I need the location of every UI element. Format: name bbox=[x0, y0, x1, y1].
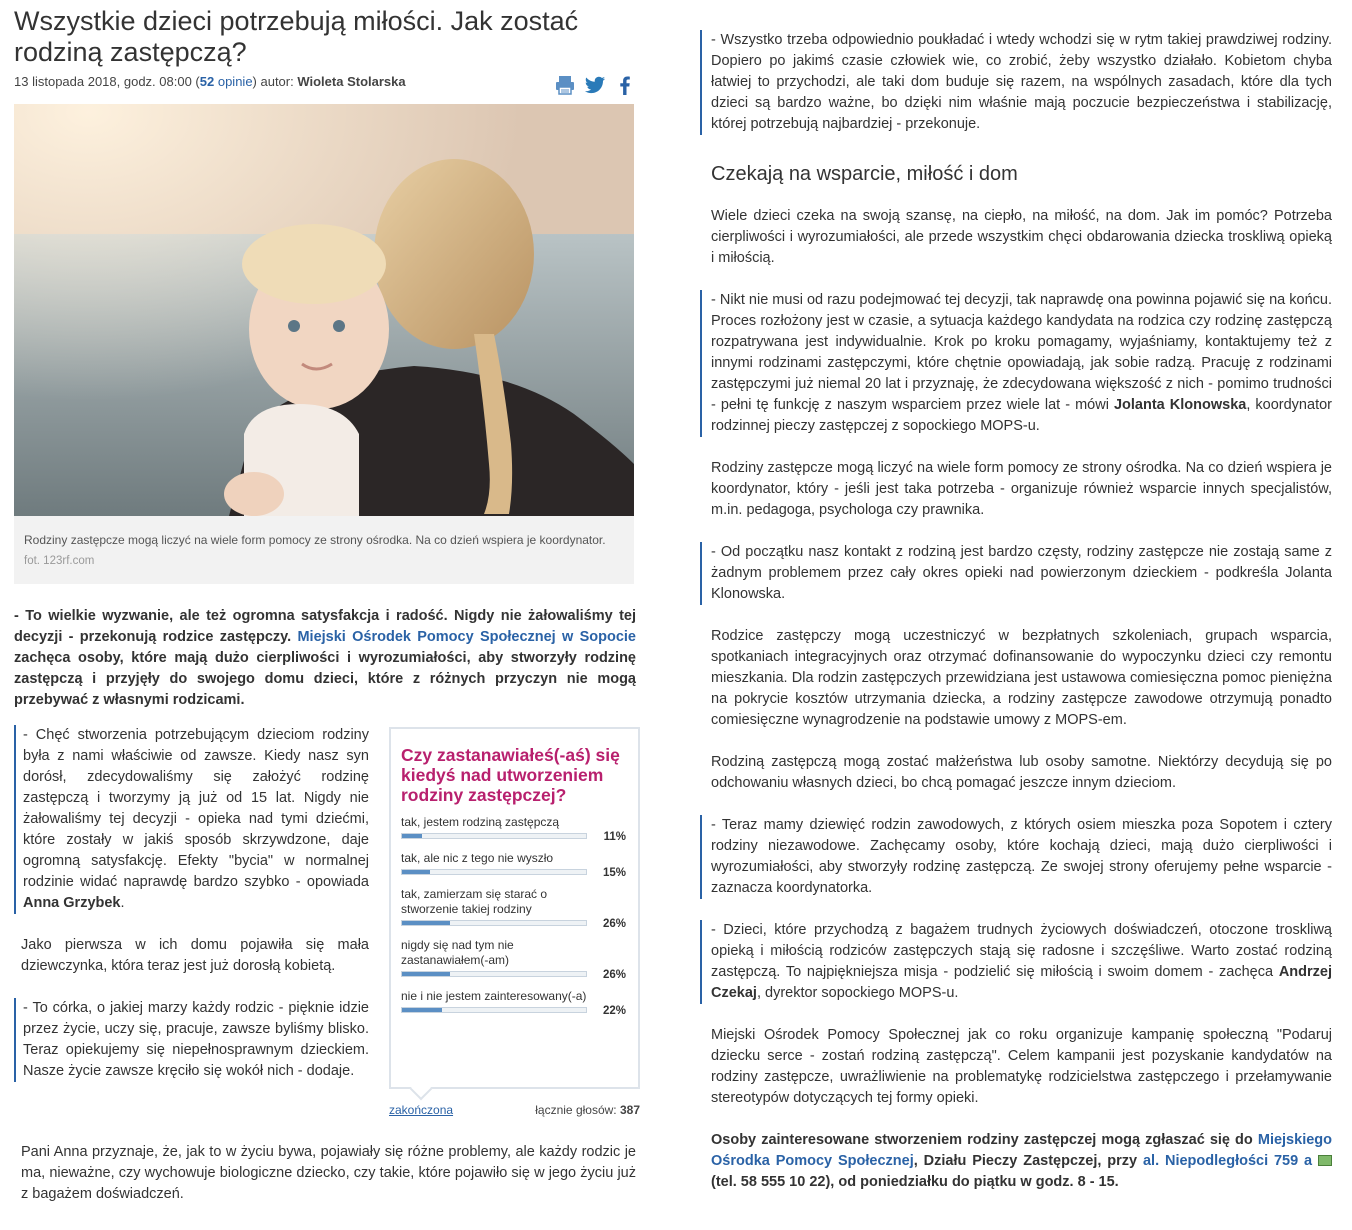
poll-option-fill bbox=[402, 870, 430, 874]
quote-author: Andrzej Czekaj bbox=[711, 964, 1332, 1001]
poll-option-label: tak, jestem rodziną zastępczą bbox=[401, 815, 560, 829]
quote-text: - Dzieci, które przychodzą z bagażem trudnych życiowych doświadczeń, otoczone troskliwą opieką i miłością rodziców zastępczych stają się radosne i szczęśliwe. Warto zostać rodziną zastępczą. To najpiękniejsza misja - podzielić się miłością i swoim domem - zachęca bbox=[711, 922, 1332, 980]
poll-option-bar bbox=[401, 833, 587, 839]
article-title: Wszystkie dzieci potrzebują miłości. Jak zostać rodziną zastępczą? bbox=[14, 6, 579, 67]
photo-credit: fot. 123rf.com bbox=[24, 555, 95, 567]
article-lead bbox=[14, 606, 636, 711]
poll-status-link[interactable]: zakończona bbox=[389, 1103, 454, 1117]
comments-count: 52 bbox=[199, 74, 215, 89]
quote-coordinator: - Teraz mamy dziewięć rodzin zawodowych, z których osiem mieszka poza Sopotem i cztery rodziny niezawodowe. Zachęcamy osoby, które kochają dzieci, mają dużo cierpliwości i wyrozumiałości, aby stworzyły rodzinę zastępczą. Ze swojej strony oferujemy pełne wsparcie - zaznacza koordynatorka. bbox=[700, 815, 1332, 899]
mops-link[interactable]: Miejski Ośrodek Pomocy Społecznej w Sopocie bbox=[297, 629, 636, 645]
paragraph-who-can: Rodziną zastępczą mogą zostać małżeństwa lub osoby samotne. Niektórzy decydują się po odchowaniu własnych dzieci, bo chcą pomagać jeszcze innym dzieciom. bbox=[711, 754, 1332, 791]
poll-option-label: tak, zamierzam się starać o stworzenie takiej rodziny bbox=[401, 887, 548, 916]
poll-option-percent: 15% bbox=[602, 867, 626, 879]
quote-klonowska-1 bbox=[700, 290, 1332, 437]
twitter-icon[interactable] bbox=[584, 74, 606, 96]
paragraph-contact bbox=[700, 1130, 1332, 1193]
quote-end: . bbox=[120, 895, 125, 911]
left-column bbox=[14, 0, 640, 1117]
print-icon[interactable] bbox=[554, 74, 576, 96]
paragraph-help-forms: Rodziny zastępcze mogą liczyć na wiele form pomocy ze strony ośrodka. Na co dzień wspiera je koordynator, który - jeśli jest taka potrzeba - organizuje również wsparcie innych specjalistów, m.in. pedagoga, psychologa czy prawnika. bbox=[711, 460, 1332, 518]
poll-box bbox=[389, 727, 640, 1089]
poll-option-percent: 26% bbox=[602, 969, 626, 981]
section-heading: Czekają na wsparcie, miłość i dom bbox=[711, 163, 1018, 185]
author-name: Wioleta Stolarska bbox=[297, 74, 406, 89]
quote-rhythm: - Wszystko trzeba odpowiednio poukładać i wtedy wchodzi się w rytm takiej prawdziwej rodziny. Dopiero po jakimś czasie człowiek wie, co zrobić, żeby wszystko działało. Kobietom chyba łatwiej to przychodzi, ale taki dom buduje się razem, na wspólnych zasadach, które dla tych dzieci są bardzo ważne, bo dzięki nim właśnie mają poczucie bezpieczeństwa i stabilizację, której potrzebują najbardziej - przekonuje. bbox=[700, 30, 1332, 135]
contact-text-1: Osoby zainteresowane stworzeniem rodziny zastępczej mogą zgłaszać się do bbox=[711, 1132, 1258, 1148]
photo-caption-box bbox=[14, 516, 634, 584]
paragraph-campaign: Miejski Ośrodek Pomocy Społecznej jak co roku organizuje kampanię społeczną "Podaruj dziecku serce - zostań rodziną zastępczą". Celem kampanii jest pozyskanie kandydatów na rodziny zastępcze, uwrażliwienie na problematykę rodzicielstwa zastępczego i przełamywanie stereotypów dotyczących tej formy opieki. bbox=[711, 1027, 1332, 1106]
paragraph-first-child: Jako pierwsza w ich domu pojawiła się mała dziewczynka, która teraz jest już dorosłą kobietą. bbox=[21, 937, 369, 974]
photo-caption: Rodziny zastępcze mogą liczyć na wiele form pomocy ze strony ośrodka. Na co dzień wspiera je koordynator. bbox=[24, 533, 606, 547]
quote-author: Jolanta Klonowska bbox=[1113, 397, 1247, 413]
poll-option-fill bbox=[402, 834, 422, 838]
poll-option bbox=[401, 989, 628, 1017]
author-prefix: ) autor: bbox=[252, 74, 298, 89]
poll-option-percent: 11% bbox=[603, 831, 626, 843]
poll-options bbox=[401, 815, 628, 1017]
photo-illustration bbox=[14, 104, 634, 516]
poll-option bbox=[401, 815, 628, 843]
quote-text: - Nikt nie musi od razu podejmować tej decyzji, tak naprawdę ona powinna pojawić się na końcu. Proces rozłożony jest w czasie, a sytuacja każdego kandydata na rodzica czy rodzinę zastępczą rozpatrywana jest indywidualnie. Krok po kroku pomagamy, wyjaśniamy, kontaktujemy też z innymi rodzinami zastępczymi, które chętnie opowiadają, jak sobie radzą. Pracuję z rodzinami zastępczymi już niemal 20 lat i przyznaję, że zdecydowana większość z nich - pomimo trudności - pełni tę funkcję z naszym wsparciem przez wiele lat - mówi bbox=[711, 292, 1332, 413]
quote-klonowska-2: - Od początku nasz kontakt z rodziną jest bardzo częsty, rodziny zastępcze nie zostają same z żadnym problemem przez cały okres opieki nad powierzonym dzieckiem - podkreśla Jolanta Klonowska. bbox=[700, 542, 1332, 605]
facebook-icon[interactable] bbox=[614, 74, 636, 96]
poll-option-fill bbox=[402, 921, 450, 925]
poll-option-label: nie i nie jestem zainteresowany(-a) bbox=[401, 989, 587, 1003]
poll-option-bar bbox=[401, 971, 587, 977]
poll-option bbox=[401, 887, 628, 930]
quote-anna-1 bbox=[14, 725, 369, 914]
share-bar bbox=[554, 74, 636, 96]
article-meta bbox=[14, 74, 636, 100]
poll-total-label: łącznie głosów: bbox=[535, 1103, 620, 1117]
poll-question: Czy zastanawiałeś(-aś) się kiedyś nad utworzeniem rodziny zastępczej? bbox=[401, 745, 620, 805]
poll-total-value: 387 bbox=[619, 1103, 640, 1117]
paragraph-waiting: Wiele dzieci czeka na swoją szansę, na ciepło, na miłość, na dom. Jak im pomóc? Potrzeba cierpliwości i wyrozumiałości, ale przede wszystkim chęci obdarowania dziecka troskliwą opieką i miłością. bbox=[711, 208, 1332, 266]
poll-option-bar bbox=[401, 869, 587, 875]
article-date: 13 listopada 2018, godz. 08:00 ( bbox=[14, 74, 200, 89]
quote-anna-2: - To córka, o jakiej marzy każdy rodzic - pięknie idzie przez życie, uczy się, pracuje, zawsze byliśmy blisko. Teraz opiekujemy się niepełnosprawnym dzieckiem. Nasze życie zawsze kręciło się wokół nich - dodaje. bbox=[14, 998, 369, 1082]
poll-option bbox=[401, 938, 628, 981]
right-column bbox=[700, 0, 1332, 1193]
poll-option-label: nigdy się nad tym nie zastanawiałem(-am) bbox=[401, 938, 514, 967]
contact-text-3: (tel. 58 555 10 22), od poniedziałku do piątku w godz. 8 - 15. bbox=[711, 1174, 1119, 1190]
left-body bbox=[14, 725, 640, 1117]
poll-option-percent: 22% bbox=[602, 1005, 626, 1017]
paragraph-benefits: Rodzice zastępczy mogą uczestniczyć w bezpłatnych szkoleniach, grupach wsparcia, spotkaniach integracyjnych oraz otrzymać dofinansowanie do wypoczynku dzieci czy remontu mieszkania. Dla rodzin zastępczych przewidziana jest ustawowa comiesięczna pomoc pieniężna na pokrycie kosztów utrzymania dziecka, a rodziny zastępcze zawodowe otrzymują ponadto comiesięczne wynagrodzenie na podstawie umowy z MOPS-em. bbox=[711, 628, 1332, 728]
quote-end: , koordynator rodzinnej pieczy zastępczej z sopockiego MOPS-u. bbox=[711, 397, 1332, 434]
poll-option bbox=[401, 851, 628, 879]
quote-czekaj bbox=[700, 920, 1332, 1004]
poll-option-percent: 26% bbox=[602, 918, 626, 930]
quote-author: Anna Grzybek bbox=[23, 895, 121, 911]
poll-option-label: tak, ale nic z tego nie wyszło bbox=[401, 851, 554, 865]
poll-option-bar bbox=[401, 1007, 587, 1013]
contact-text-2: , Działu Pieczy Zastępczej, przy bbox=[913, 1153, 1143, 1169]
address-link[interactable]: al. Niepodległości 759 a bbox=[1142, 1153, 1313, 1169]
mops-contact-link[interactable]: Miejskiego Ośrodka Pomocy Społecznej bbox=[711, 1132, 1332, 1169]
lead-text-1: - To wielkie wyzwanie, ale też ogromna satysfakcja i radość. Nigdy nie żałowaliśmy tej decyzji - przekonują rodzice zastępczy. bbox=[14, 608, 636, 645]
poll-option-fill bbox=[402, 972, 450, 976]
poll-total bbox=[535, 1103, 640, 1117]
poll-tail bbox=[410, 1078, 433, 1101]
lead-text-2: zachęca osoby, które mają dużo cierpliwości i wyrozumiałości, aby stworzyły rodzinę zastępczą i przyjęły do swojego domu dzieci, które z różnych przyczyn nie mogą przebywać z własnymi rodzicami. bbox=[14, 650, 636, 708]
quote-end: , dyrektor sopockiego MOPS-u. bbox=[756, 985, 959, 1001]
poll-footer bbox=[389, 1103, 640, 1117]
quote-text: - Chęć stworzenia potrzebującym dzieciom rodziny była z nami właściwie od zawsze. Kiedy nasz syn dorósł, zdecydowaliśmy się założyć rodzinę zastępczą i tworzymy ją już od 15 lat. Nigdy nie żałowaliśmy tej decyzji - opieka nad tymi dziećmi, które zostały w jakiś sposób skrzywdzone, daje ogromną satysfakcję. Efekty "bycia" w normalnej rodzinie widać naprawdę bardzo szybko - opowiada bbox=[23, 727, 369, 890]
poll-option-fill bbox=[402, 1008, 442, 1012]
left-text-column bbox=[14, 725, 369, 1082]
paragraph-problems: Pani Anna przyznaje, że, jak to w życiu bywa, pojawiały się różne problemy, ale każdy rodzic je ma, nieważne, czy wychowuje biologiczne dziecko, czy takie, które pojawiło się w jego życiu już z bagażem doświadczeń. bbox=[21, 1144, 636, 1202]
comments-label: opinie bbox=[214, 74, 253, 89]
article-photo bbox=[14, 104, 634, 516]
map-icon[interactable] bbox=[1318, 1155, 1332, 1166]
poll-option-bar bbox=[401, 920, 587, 926]
comments-link[interactable] bbox=[200, 74, 253, 89]
